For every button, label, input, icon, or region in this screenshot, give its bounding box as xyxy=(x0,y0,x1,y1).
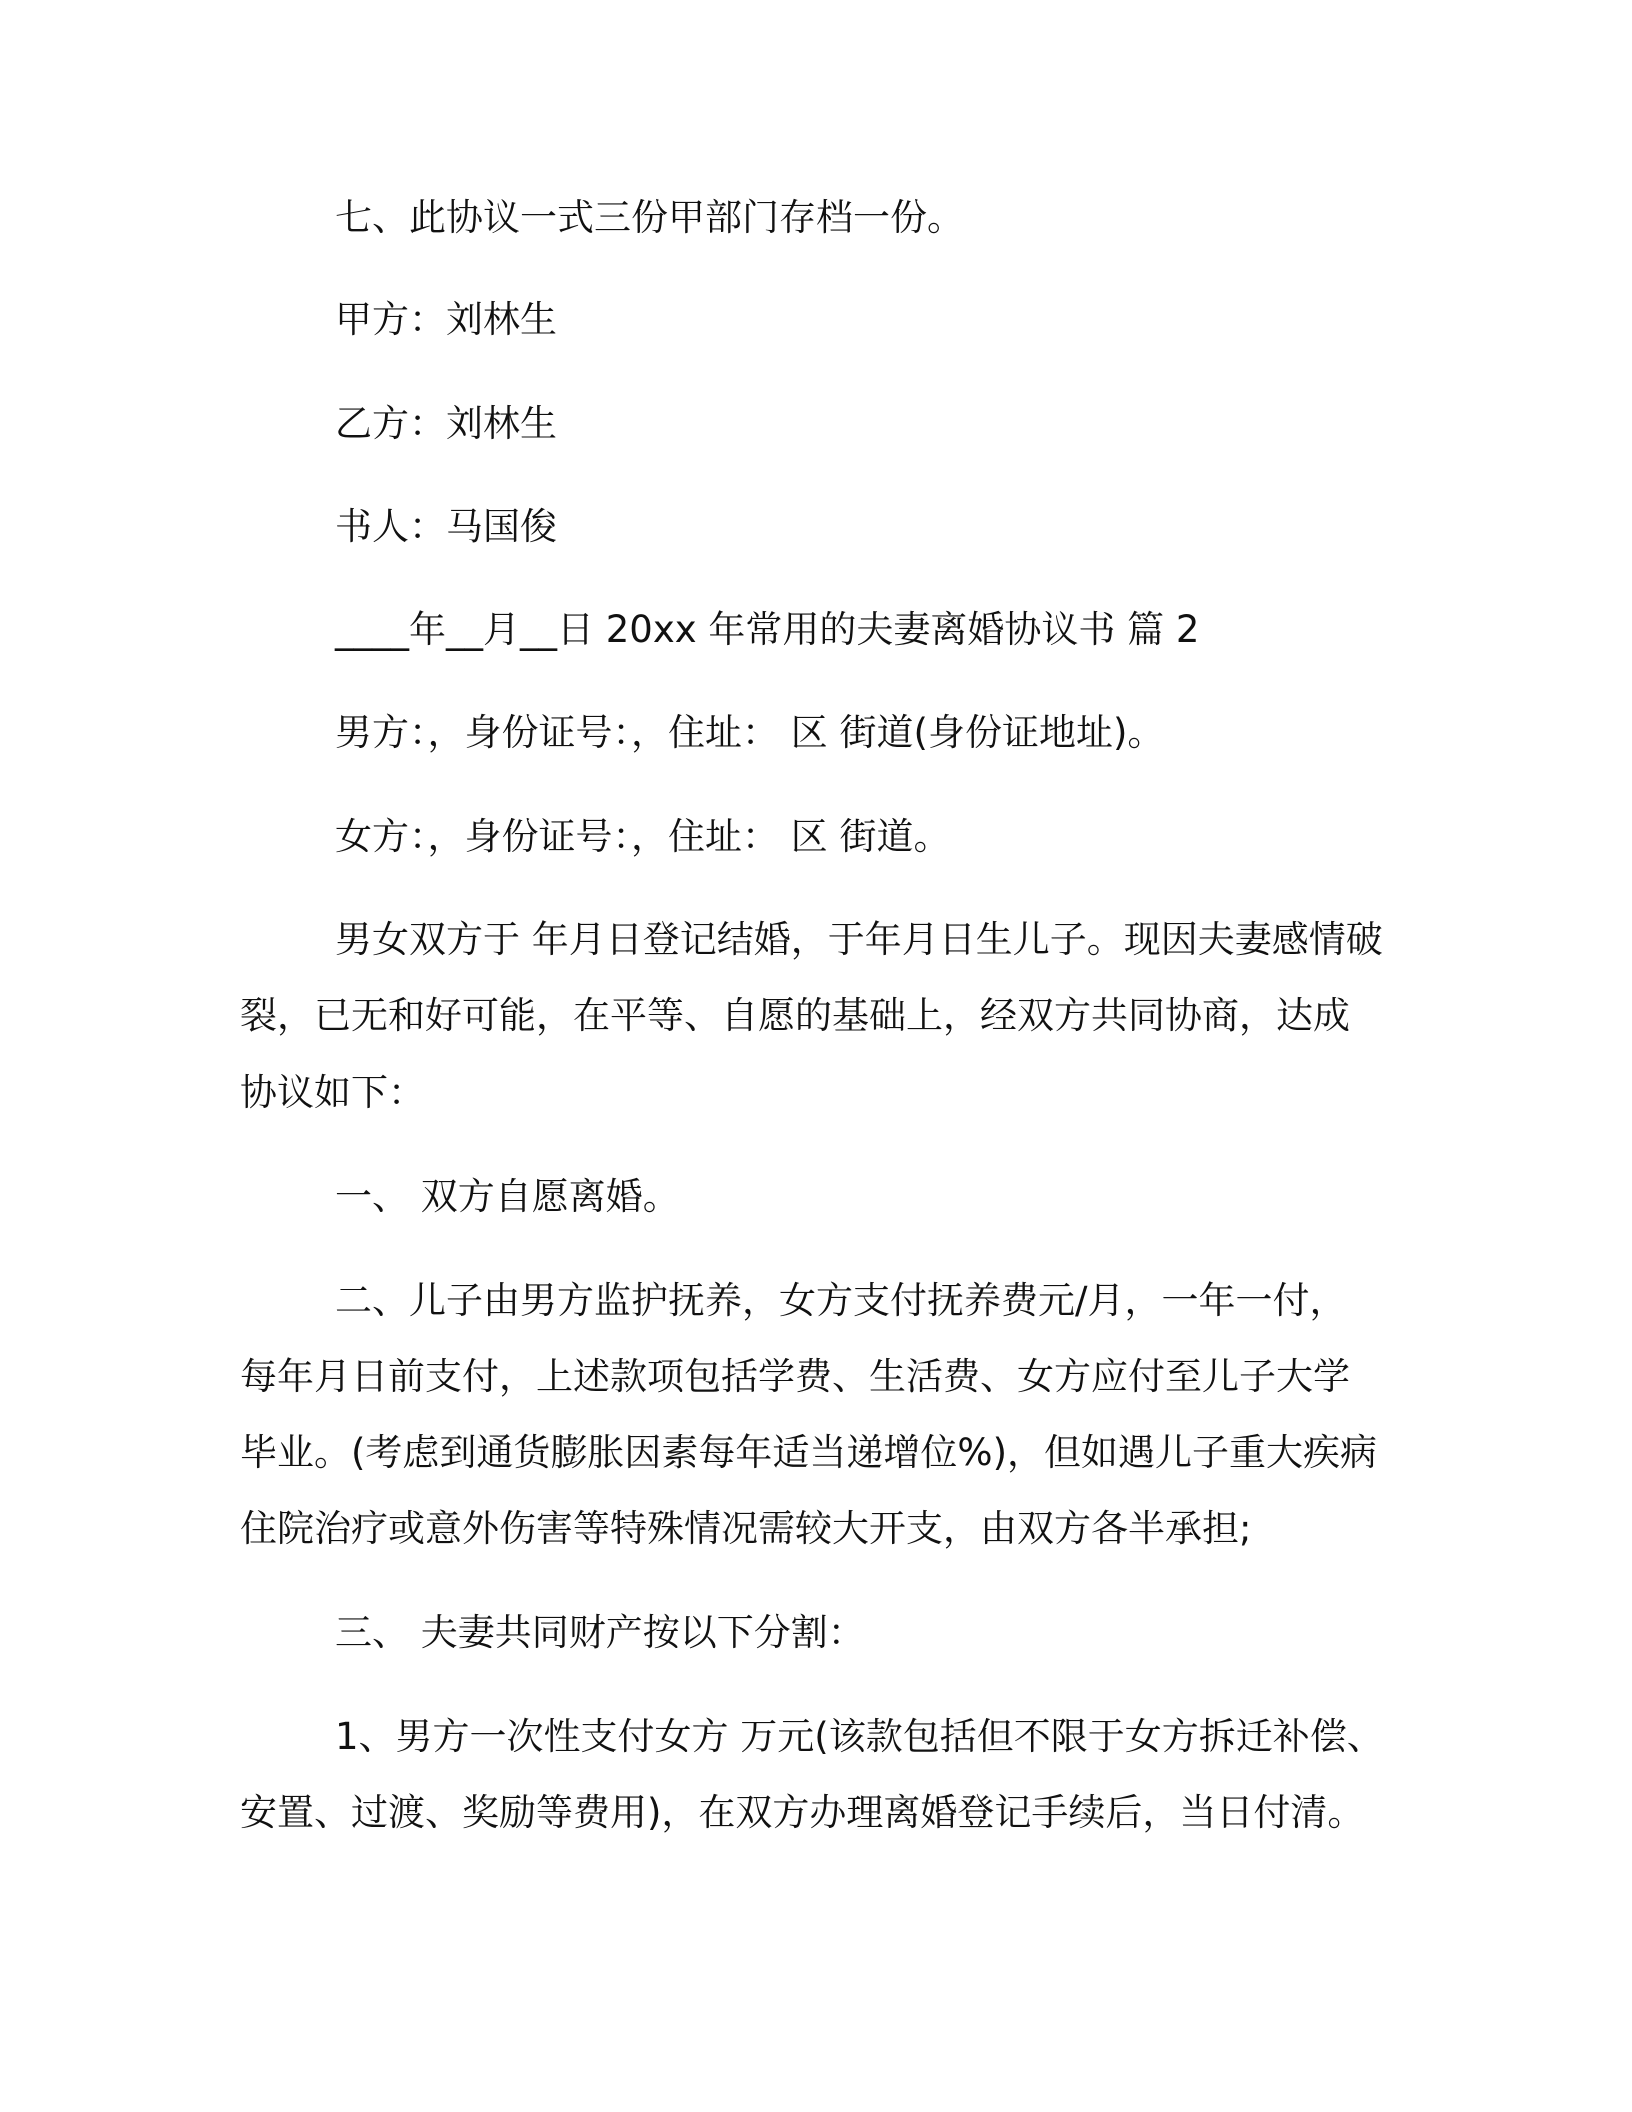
clause-seven: 七、此协议一式三份甲部门存档一份。 xyxy=(335,196,964,239)
intro-paragraph-line-2: 裂，已无和好可能，在平等、自愿的基础上，经双方共同协商，达成 xyxy=(240,994,1350,1037)
clause-three: 三、 夫妻共同财产按以下分割： xyxy=(335,1611,865,1654)
female-party-info: 女方：，身份证号：，住址： 区 街道。 xyxy=(335,815,951,858)
writer: 书人：马国俊 xyxy=(335,505,557,548)
male-party-info: 男方：，身份证号：，住址： 区 街道(身份证地址)。 xyxy=(335,711,1165,754)
item-one-line-1: 1、男方一次性支付女方 万元(该款包括但不限于女方拆迁补偿、 xyxy=(335,1715,1384,1758)
clause-two-line-3: 毕业。(考虑到通货膨胀因素每年适当递增位%)，但如遇儿子重大疾病 xyxy=(240,1431,1378,1474)
clause-two-line-2: 每年月日前支付，上述款项包括学费、生活费、女方应付至儿子大学 xyxy=(240,1355,1350,1398)
clause-two-line-1: 二、儿子由男方监护抚养，女方支付抚养费元/月，一年一付， xyxy=(335,1279,1347,1322)
intro-paragraph-line-3: 协议如下： xyxy=(240,1071,425,1114)
party-a: 甲方：刘林生 xyxy=(335,298,557,341)
clause-two-line-4: 住院治疗或意外伤害等特殊情况需较大开支，由双方各半承担; xyxy=(240,1507,1252,1550)
date-and-title: ____年__月__日 20xx 年常用的夫妻离婚协议书 篇 2 xyxy=(335,608,1200,651)
party-b: 乙方：刘林生 xyxy=(335,402,557,445)
clause-one: 一、 双方自愿离婚。 xyxy=(335,1175,680,1218)
intro-paragraph-line-1: 男女双方于 年月日登记结婚，于年月日生儿子。现因夫妻感情破 xyxy=(335,918,1383,961)
item-one-line-2: 安置、过渡、奖励等费用)，在双方办理离婚登记手续后，当日付清。 xyxy=(240,1791,1365,1834)
